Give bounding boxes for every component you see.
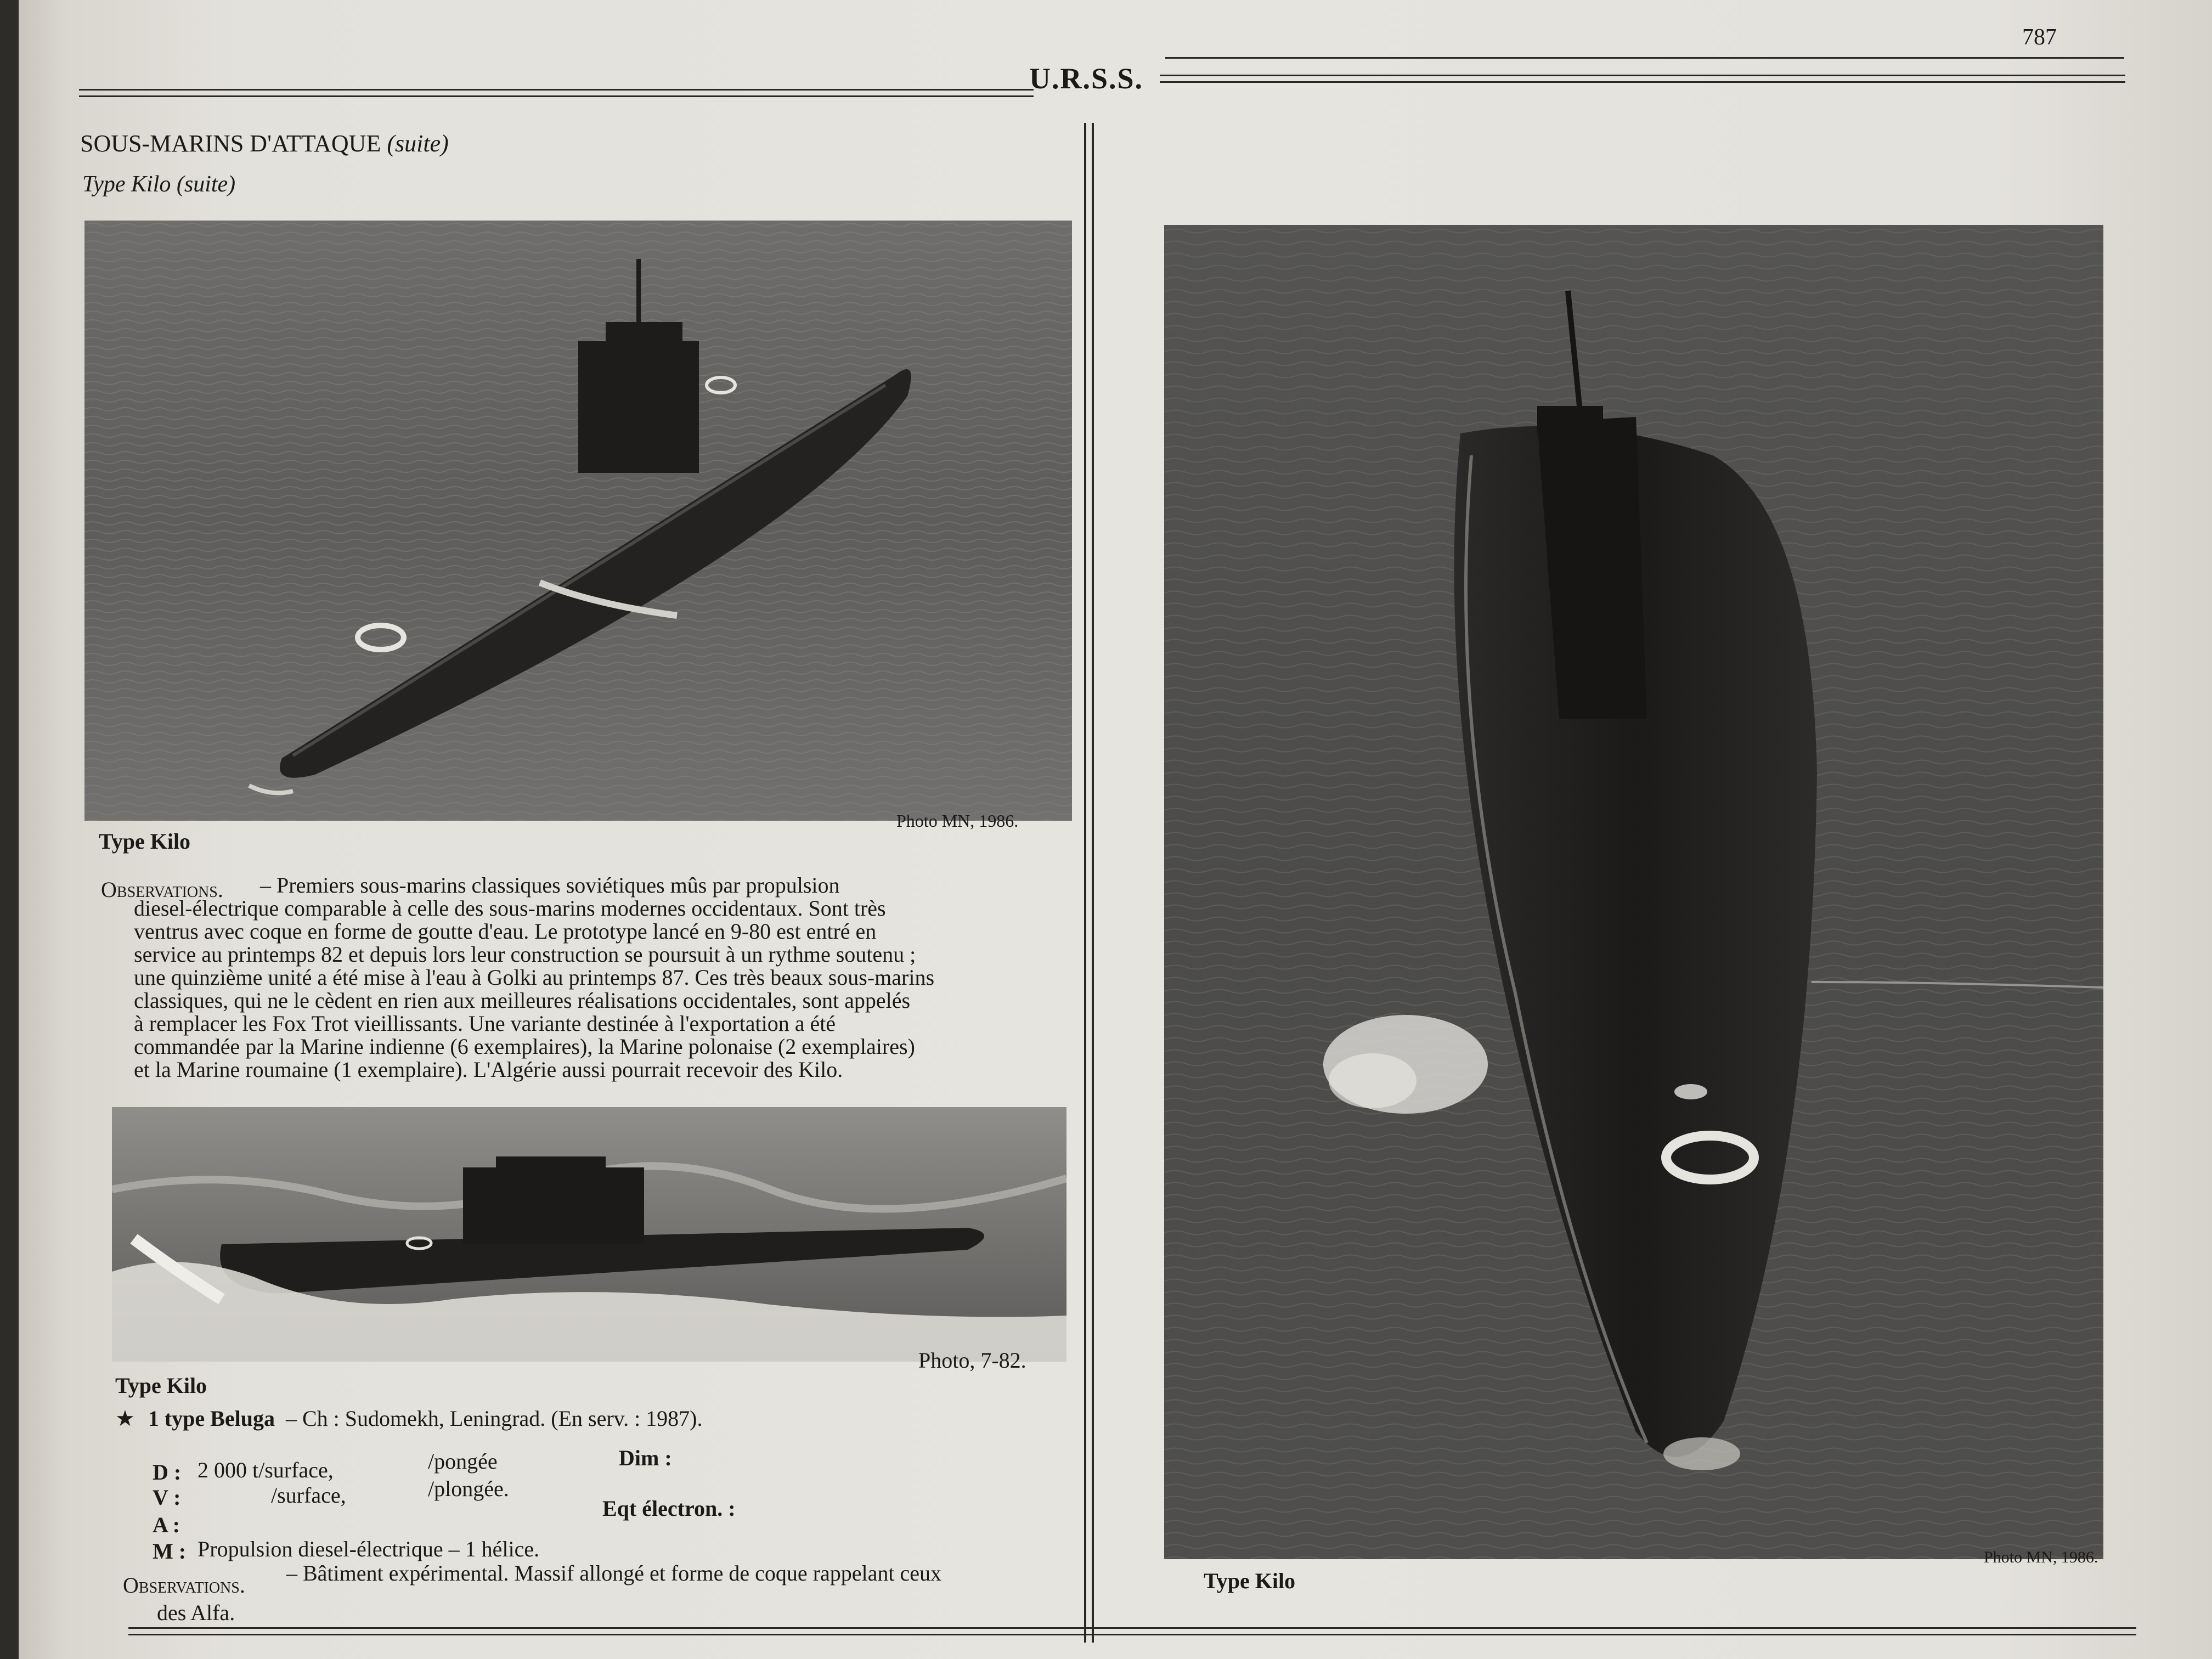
photo-kilo-side	[112, 1107, 1066, 1362]
photo-kilo-overhead	[1164, 225, 2103, 1559]
beluga-m-label: M :	[153, 1539, 187, 1564]
column-divider-a	[1084, 123, 1086, 1643]
beluga-a-label: A :	[153, 1513, 180, 1537]
header-rule-left-bottom	[79, 95, 1034, 97]
photo2-caption: Type Kilo	[115, 1373, 207, 1398]
section-subtitle: Type Kilo (suite)	[82, 172, 236, 197]
header-rule-right-top	[1160, 75, 2125, 76]
photo1-caption: Type Kilo	[99, 829, 191, 854]
observations-line-6: classiques, qui ne le cèdent en rien aux meilleures réalisations occidentales, sont appelés	[134, 988, 911, 1013]
observations-label: Observations.	[101, 877, 223, 902]
page-number-rule	[1165, 57, 2124, 59]
observations-line-5: une quinzième unité a été mise à l'eau à Golki au printemps 87. Ces très beaux sous-marins	[134, 965, 935, 990]
header-rule-left-top	[79, 89, 1034, 91]
photo-kilo-aerial	[84, 221, 1072, 821]
footer-rule-bottom	[128, 1634, 2136, 1635]
right-photo-credit: Photo MN, 1986.	[1984, 1548, 2098, 1566]
photo2-credit: Photo, 7-82.	[918, 1348, 1026, 1373]
footer-rule-top	[128, 1627, 2136, 1629]
beluga-v-label: V :	[153, 1485, 181, 1510]
page-number: 787	[2022, 25, 2057, 50]
beluga-v-value: /surface,	[271, 1483, 346, 1508]
beluga-obs-line1: – Bâtiment expérimental. Massif allongé et forme de coque rappelant ceux	[286, 1561, 942, 1585]
beluga-dim-label: Dim :	[619, 1446, 672, 1470]
header-rule-right-bottom	[1160, 81, 2125, 83]
beluga-d-plongee: /pongée	[428, 1449, 498, 1474]
beluga-obs-label: Observations.	[123, 1573, 245, 1598]
beluga-m-value: Propulsion diesel-électrique – 1 hélice.	[198, 1537, 540, 1561]
header-title: U.R.S.S.	[1029, 62, 1144, 95]
observations-line-1: – Premiers sous-marins classiques soviétiques mûs par propulsion	[260, 873, 840, 898]
beluga-builder: – Ch : Sudomekh, Leningrad. (En serv. : 1987).	[285, 1406, 703, 1431]
beluga-title: 1 type Beluga	[148, 1406, 275, 1431]
beluga-heading	[115, 1406, 703, 1431]
beluga-d-value: 2 000 t/surface,	[198, 1458, 334, 1482]
beluga-obs-line2: des Alfa.	[157, 1600, 235, 1625]
photo1-credit: Photo MN, 1986.	[896, 811, 1019, 831]
beluga-d-label: D :	[153, 1460, 182, 1485]
observations-line-4: service au printemps 82 et depuis lors leur construction se poursuit à un rythme soutenu ;	[134, 942, 916, 967]
beluga-v-plongee: /plongée.	[428, 1476, 509, 1501]
section-title-main: SOUS-MARINS D'ATTAQUE	[80, 130, 381, 157]
observations-line-9: et la Marine roumaine (1 exemplaire). L'Algérie aussi pourrait recevoir des Kilo.	[134, 1057, 843, 1082]
column-divider-b	[1092, 123, 1094, 1643]
right-photo-caption: Type Kilo	[1204, 1568, 1296, 1593]
section-title-suffix: (suite)	[387, 130, 449, 157]
section-title	[80, 129, 449, 157]
observations-line-2: diesel-électrique comparable à celle des sous-marins modernes occidentaux. Sont très	[134, 896, 886, 921]
observations-line-3: ventrus avec coque en forme de goutte d'eau. Le prototype lancé en 9-80 est entré en	[134, 919, 877, 944]
book-page	[19, 0, 2212, 1659]
observations-line-7: à remplacer les Fox Trot vieillissants. Une variante destinée à l'exportation a été	[134, 1011, 836, 1036]
beluga-eq-label: Eqt électron. :	[602, 1496, 736, 1521]
observations-line-8: commandée par la Marine indienne (6 exemplaires), la Marine polonaise (2 exemplaires)	[134, 1034, 915, 1059]
star-icon: ★	[115, 1406, 135, 1431]
